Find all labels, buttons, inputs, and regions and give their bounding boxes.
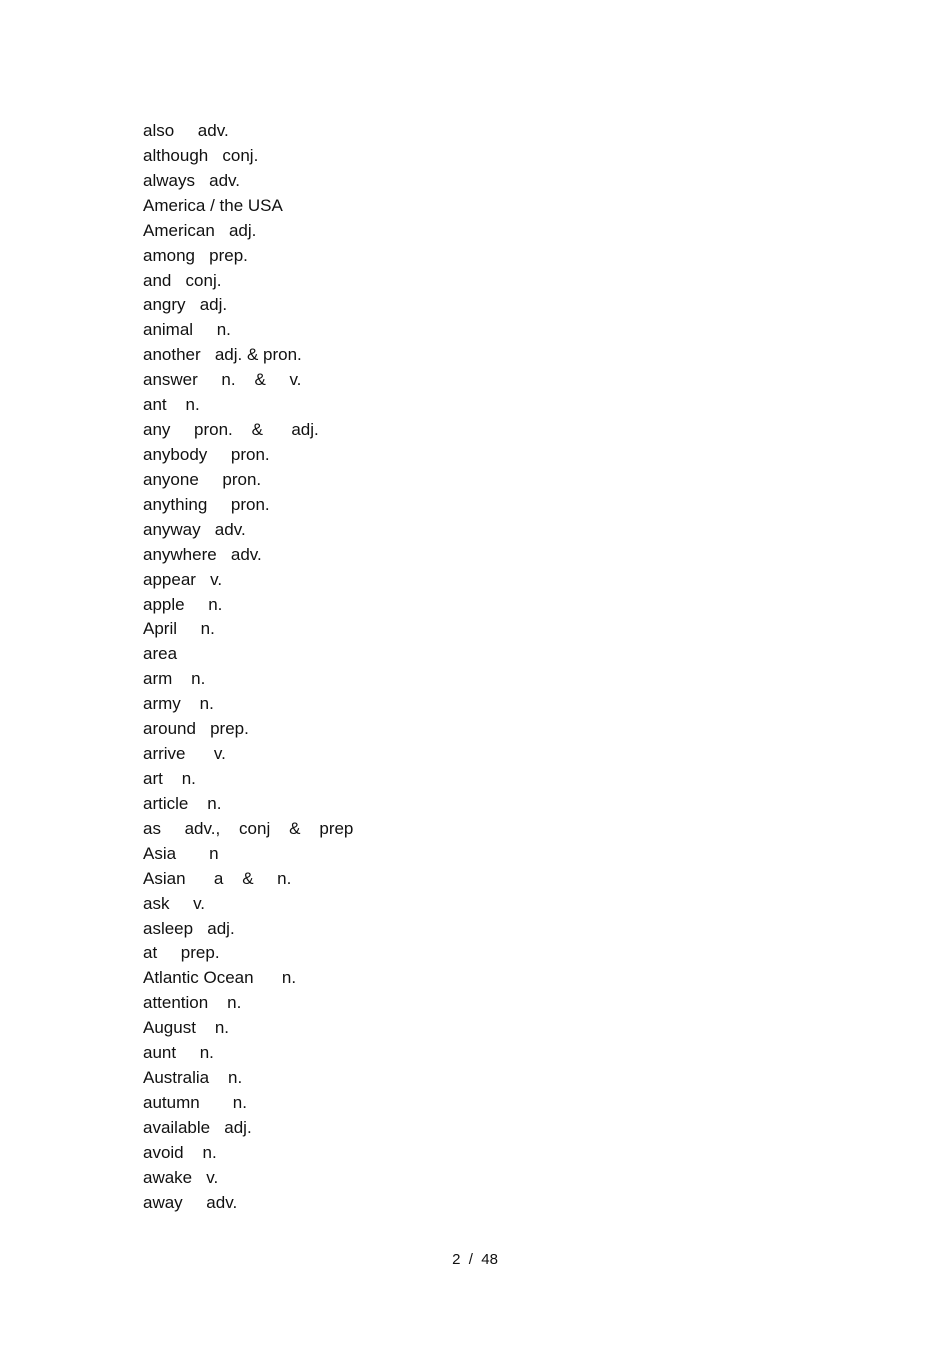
vocabulary-entry: Asia n <box>143 843 219 863</box>
vocabulary-entry: although conj. <box>143 145 259 165</box>
vocabulary-entry: army n. <box>143 694 214 714</box>
vocabulary-entry: ant n. <box>143 395 200 415</box>
page-number: 2 / 48 <box>452 1251 498 1268</box>
vocabulary-entry: always adv. <box>143 170 241 190</box>
vocabulary-entry: American adj. <box>143 220 257 240</box>
vocabulary-entry: any pron. & adj. <box>143 420 319 440</box>
vocabulary-entry: arrive v. <box>143 744 226 764</box>
vocabulary-entry: Atlantic Ocean n. <box>143 968 297 988</box>
vocabulary-entry: August n. <box>143 1018 229 1038</box>
vocabulary-list <box>143 119 353 1216</box>
vocabulary-entry: answer n. & v. <box>143 370 302 390</box>
vocabulary-entry: also adv. <box>143 121 229 140</box>
vocabulary-entry: art n. <box>143 768 196 788</box>
vocabulary-entry: asleep adj. <box>143 918 235 938</box>
vocabulary-entry: area <box>143 644 178 664</box>
vocabulary-entry: angry adj. <box>143 295 228 315</box>
vocabulary-entry: at prep. <box>143 943 220 963</box>
vocabulary-entry: anyone pron. <box>143 469 262 489</box>
vocabulary-entry: April n. <box>143 619 215 639</box>
vocabulary-entry: anybody pron. <box>143 444 270 464</box>
vocabulary-entry: available adj. <box>143 1117 252 1137</box>
vocabulary-entry: animal n. <box>143 320 231 340</box>
vocabulary-entry: away adv. <box>143 1192 238 1212</box>
vocabulary-entry: America / the USA <box>143 195 283 215</box>
vocabulary-entry: anything pron. <box>143 494 270 514</box>
vocabulary-entry: attention n. <box>143 993 242 1013</box>
vocabulary-entry: Asian a & n. <box>143 868 292 888</box>
vocabulary-entry: another adj. & pron. <box>143 345 302 365</box>
vocabulary-entry: avoid n. <box>143 1142 217 1162</box>
vocabulary-entry: awake v. <box>143 1167 219 1187</box>
vocabulary-entry: arm n. <box>143 669 206 689</box>
vocabulary-entry: among prep. <box>143 245 248 265</box>
vocabulary-entry: anyway adv. <box>143 519 246 539</box>
vocabulary-entry: as adv., conj & prep <box>143 818 354 838</box>
vocabulary-entry: appear v. <box>143 569 223 589</box>
vocabulary-entry: around prep. <box>143 719 249 739</box>
vocabulary-entry: anywhere adv. <box>143 544 262 564</box>
vocabulary-entry: ask v. <box>143 893 206 913</box>
vocabulary-entry: Australia n. <box>143 1068 243 1088</box>
vocabulary-entry: apple n. <box>143 594 223 614</box>
vocabulary-entry: and conj. <box>143 270 222 290</box>
vocabulary-entry: autumn n. <box>143 1092 247 1112</box>
vocabulary-entry: aunt n. <box>143 1043 214 1063</box>
vocabulary-entry: article n. <box>143 793 222 813</box>
